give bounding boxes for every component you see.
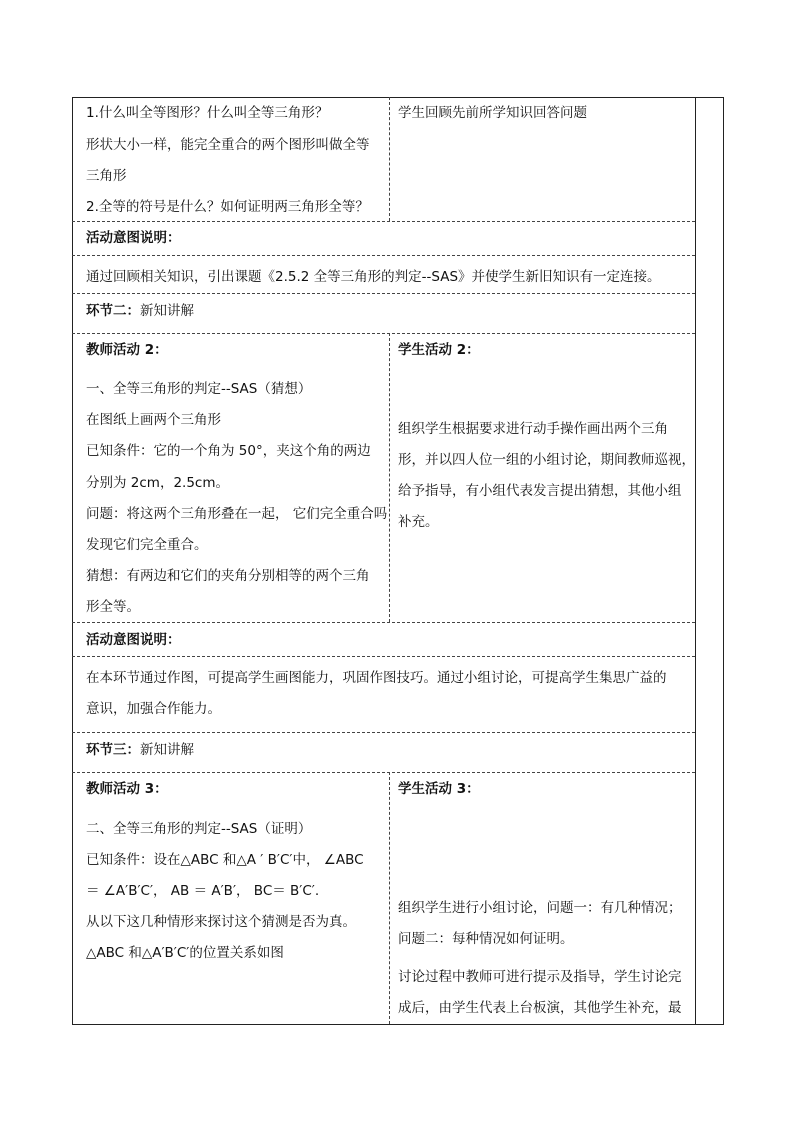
teacher-2-line-3: 已知条件：它的一个角为 50°，夹这个角的两边 [86,443,371,459]
row-divider [72,333,695,334]
review-answer-line-1: 形状大小一样，能完全重合的两个图形叫做全等 [86,137,370,153]
teacher-2-line-4: 分别为 2cm，2.5cm。 [86,475,229,491]
review-answer-line-2: 三角形 [86,168,127,184]
table-right-border [723,97,724,1025]
teacher-2-line-8: 形全等。 [86,599,140,615]
student-activity-title-3: 学生活动 3： [398,781,480,797]
section-label-3-rest: 新知讲解 [140,742,194,758]
teacher-3-line-5: △ABC 和△A′B′C′的位置关系如图 [86,945,284,961]
column-divider-1 [389,97,390,221]
teacher-2-line-6: 发现它们完全重合。 [86,537,208,553]
row-divider [72,293,695,294]
column-divider-3 [389,772,390,1024]
teacher-2-clip-b [86,506,388,524]
section-label-3: 环节三：新知讲解 [86,742,194,758]
row-divider [72,732,695,733]
row-divider [72,221,695,222]
student-2-line-1: 组织学生根据要求进行动手操作画出两个三角 [398,421,668,437]
teacher-2-clip-a [86,443,388,461]
teacher-2-line-7: 猜想：有两边和它们的夹角分别相等的两个三角 [86,568,370,584]
intent-2-line-2: 意识，加强合作能力。 [86,701,221,717]
teacher-activity-title-3: 教师活动 3： [86,781,168,797]
section-label-2: 环节二：新知讲解 [86,303,194,319]
review-question-2: 2.全等的符号是什么？如何证明两三角形全等？ [86,199,369,215]
intent-text-1: 通过回顾相关知识，引出课题《2.5.2 全等三角形的判定--SAS》并使学生新旧知识有一定连接。 [86,269,661,285]
table-top-border [72,97,724,98]
teacher-activity-title-2: 教师活动 2： [86,342,168,358]
row-divider [72,622,695,623]
section-label-2-rest: 新知讲解 [140,303,194,319]
table-bottom-border [72,1024,724,1025]
intent-title-1: 活动意图说明： [86,230,181,246]
row-divider [72,255,695,256]
student-2-line-4: 补充。 [398,514,439,530]
student-review-text: 学生回顾先前所学知识回答问题 [398,105,587,121]
intent-title-2: 活动意图说明： [86,632,181,648]
intent-2-line-1: 在本环节通过作图，可提高学生画图能力，巩固作图技巧。通过小组讨论，可提高学生集思广益的 [86,670,667,686]
teacher-2-line-2: 在图纸上画两个三角形 [86,412,221,428]
teacher-3-line-3: ＝ ∠A′B′C′， AB ＝ A′B′， BC＝ B′C′. [86,883,320,899]
teacher-3-line-2: 已知条件：设在△ABC 和△A ′ B′C′中， ∠ABC [86,852,364,868]
row-divider [72,656,695,657]
teacher-3-line-4: 从以下这几种情形来探讨这个猜测是否为真。 [86,914,356,930]
row-divider [72,772,695,773]
student-3-line-2: 问题二：每种情况如何证明。 [398,931,574,947]
student-2-line-3: 给予指导，有小组代表发言提出猜想，其他小组 [398,483,682,499]
student-activity-title-2: 学生活动 2： [398,342,480,358]
student-2-line-2: 形，并以四人位一组的小组讨论，期间教师巡视， [398,452,695,468]
table-inner-right-border [695,97,696,1025]
student-3-line-1: 组织学生进行小组讨论，问题一：有几种情况； [398,900,682,916]
table-left-border [72,97,73,1025]
column-divider-2 [389,333,390,622]
student-3-line-3: 讨论过程中教师可进行提示及指导，学生讨论完 [398,969,682,985]
review-question-1: 1.什么叫全等图形？什么叫全等三角形？ [86,105,329,121]
teacher-2-line-1: 一、全等三角形的判定--SAS（猜想） [86,381,312,397]
student-3-line-4: 成后，由学生代表上台板演，其他学生补充，最 [398,1000,682,1016]
teacher-2-line-5: 问题：将这两个三角形叠在一起， 它们完全重合吗 [86,506,388,522]
teacher-3-line-1: 二、全等三角形的判定--SAS（证明） [86,821,312,837]
